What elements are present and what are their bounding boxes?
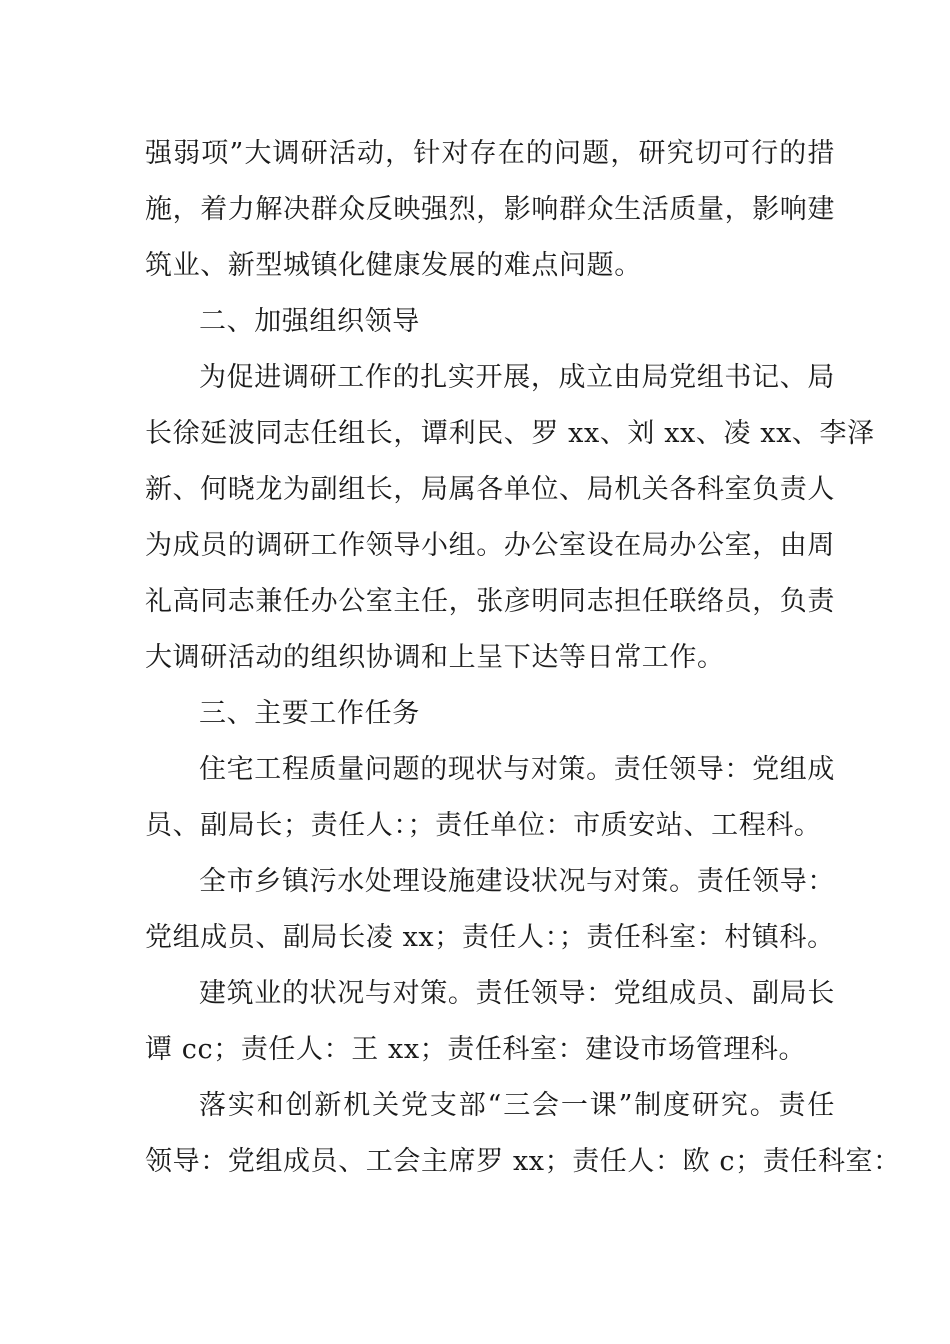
text-line: 长徐延波同志任组长，谭利民、罗 xx、刘 xx、凌 xx、李泽 [145, 418, 875, 449]
text-line: 筑业、新型城镇化健康发展的难点问题。 [145, 250, 642, 281]
text-line: 领导：党组成员、工会主席罗 xx；责任人：欧 c；责任科室： [145, 1146, 901, 1177]
text-line: 全市乡镇污水处理设施建设状况与对策。责任领导： [199, 866, 835, 897]
text-line: 谭 cc；责任人：王 xx；责任科室：建设市场管理科。 [145, 1034, 807, 1065]
text-line: 礼高同志兼任办公室主任，张彦明同志担任联络员，负责 [145, 586, 835, 617]
section-heading: 二、加强组织领导 [199, 306, 420, 337]
text-line: 新、何晓龙为副组长，局属各单位、局机关各科室负责人 [145, 474, 835, 505]
text-line: 大调研活动的组织协调和上呈下达等日常工作。 [145, 642, 725, 673]
section-heading: 三、主要工作任务 [199, 698, 420, 729]
text-line: 强弱项”大调研活动，针对存在的问题，研究切可行的措 [145, 138, 835, 169]
text-line: 党组成员、副局长凌 xx；责任人：；责任科室：村镇科。 [145, 922, 835, 953]
text-line: 为促进调研工作的扎实开展，成立由局党组书记、局 [199, 362, 835, 393]
text-line: 住宅工程质量问题的现状与对策。责任领导：党组成 [199, 754, 835, 785]
text-line: 落实和创新机关党支部“三会一课”制度研究。责任 [199, 1090, 835, 1121]
text-line: 员、副局长；责任人：；责任单位：市质安站、工程科。 [145, 810, 822, 841]
text-line: 施，着力解决群众反映强烈，影响群众生活质量，影响建 [145, 194, 835, 225]
text-line: 为成员的调研工作领导小组。办公室设在局办公室，由周 [145, 530, 835, 561]
text-line: 建筑业的状况与对策。责任领导：党组成员、副局长 [199, 978, 835, 1009]
